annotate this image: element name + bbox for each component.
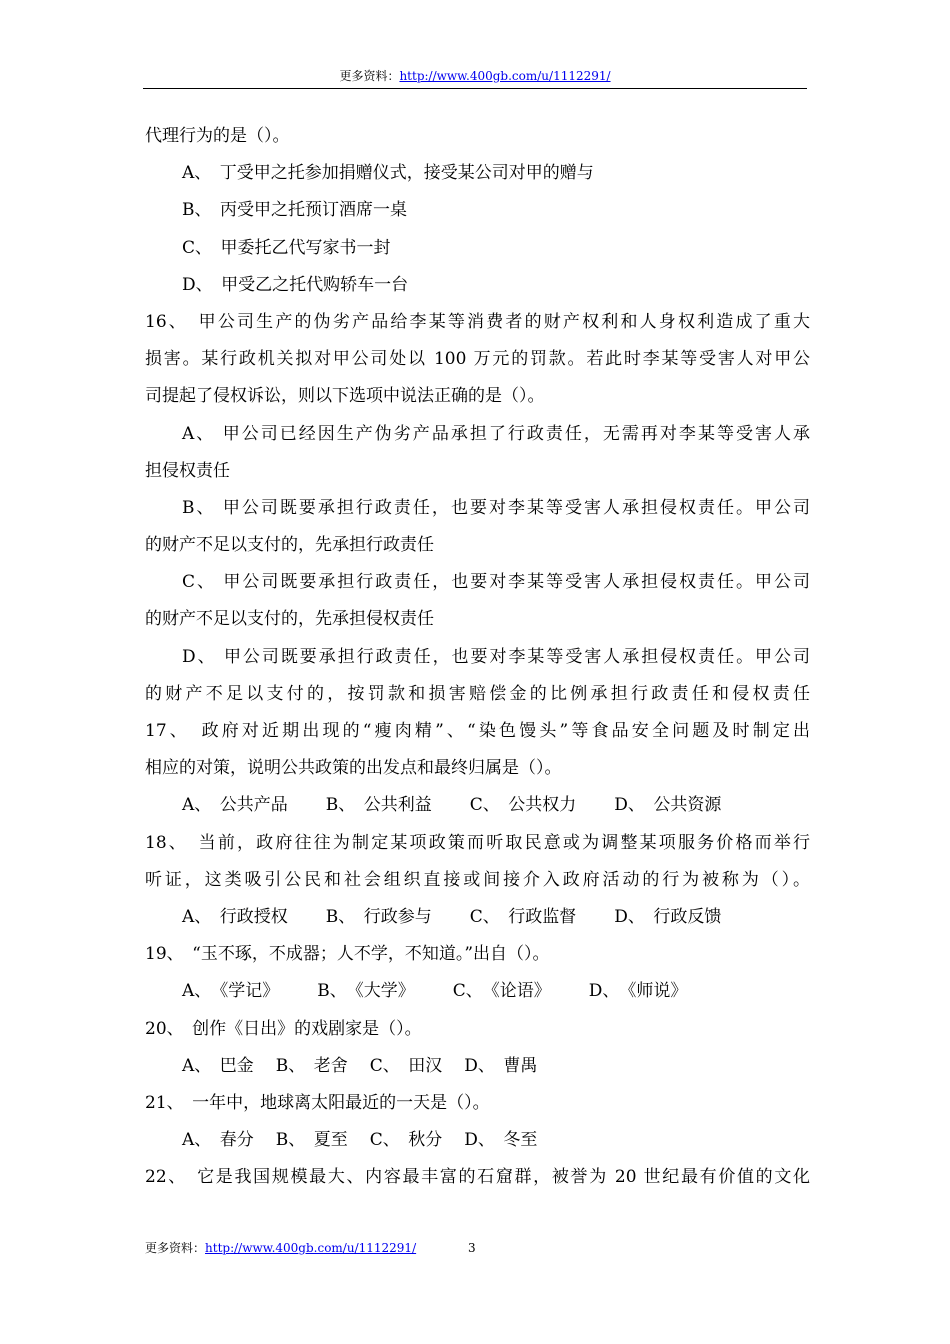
option-d: D、 曹禺	[464, 1055, 538, 1076]
option-b: B、 夏至	[275, 1130, 348, 1151]
option-line: 的财产不足以支付的，先承担行政责任	[145, 535, 434, 556]
page-footer	[145, 1236, 416, 1260]
options-row	[145, 1048, 810, 1085]
option-a: A、 《学记》	[182, 981, 280, 1002]
question-16-line: 司提起了侵权诉讼，则以下选项中说法正确的是（）。	[145, 386, 545, 407]
option-a: A、 公共产品	[182, 795, 288, 816]
option-c: C、 田汉	[369, 1055, 443, 1076]
option-line: C、 甲公司既要承担行政责任，也要对李某等受害人承担侵权责任。甲公司	[182, 572, 810, 593]
option-d: D、 行政反馈	[614, 906, 722, 927]
option-b: B、 公共利益	[325, 795, 432, 816]
option-a: A、 巴金	[182, 1055, 254, 1076]
question-16-line: 损害。某行政机关拟对甲公司处以 100 万元的罚款。若此时李某等受害人对甲公	[145, 349, 810, 370]
option-c: C、 公共权力	[469, 795, 577, 816]
option-a: A、 行政授权	[182, 906, 288, 927]
question-22-line: 22、 它是我国规模最大、内容最丰富的石窟群，被誉为 20 世纪最有价值的文化	[145, 1167, 810, 1188]
option-d: D、 《师说》	[588, 981, 688, 1002]
page-header	[143, 64, 807, 89]
option-c: C、 行政监督	[469, 906, 577, 927]
document-body	[145, 118, 810, 1196]
footer-link[interactable]: http://www.400gb.com/u/1112291/	[205, 1241, 417, 1255]
question-16-line: 16、 甲公司生产的伪劣产品给李某等消费者的财产权利和人身权利造成了重大	[145, 311, 810, 332]
question-17-line: 17、 政府对近期出现的“瘦肉精”、“染色馒头”等食品安全问题及时制定出	[145, 721, 810, 741]
option-d: D、 公共资源	[614, 795, 722, 816]
option-line: A、 丁受甲之托参加捐赠仪式，接受某公司对甲的赠与	[182, 163, 594, 184]
footer-prefix: 更多资料：	[145, 1241, 206, 1255]
options-row	[145, 899, 810, 936]
page-number: 3	[468, 1241, 476, 1255]
question-17-line: 相应的对策，说明公共政策的出发点和最终归属是（）。	[145, 758, 562, 779]
text-line: 代理行为的是（）。	[145, 126, 290, 146]
question-18-line: 听证，这类吸引公民和社会组织直接或间接介入政府活动的行为被称为（）。	[145, 869, 810, 890]
option-line: A、 甲公司已经因生产伪劣产品承担了行政责任，无需再对李某等受害人承	[182, 423, 810, 444]
question-19-line: 19、 “玉不琢，不成器；人不学，不知道。”出自（）。	[145, 944, 550, 965]
header-prefix: 更多资料：	[339, 69, 400, 83]
option-d: D、 冬至	[464, 1130, 538, 1151]
option-a: A、 春分	[182, 1130, 254, 1151]
option-line: B、 丙受甲之托预订酒席一桌	[182, 200, 407, 221]
question-20-line: 20、 创作《日出》的戏剧家是（）。	[145, 1018, 422, 1039]
option-line: D、 甲公司既要承担行政责任，也要对李某等受害人承担侵权责任。甲公司	[182, 646, 810, 667]
option-b: B、 老舍	[275, 1055, 348, 1076]
question-18-line: 18、 当前，政府往往为制定某项政策而听取民意或为调整某项服务价格而举行	[145, 832, 810, 853]
option-b: B、 《大学》	[317, 981, 415, 1002]
option-c: C、 秋分	[369, 1130, 443, 1151]
options-row	[145, 973, 810, 1010]
option-line: 担侵权责任	[145, 460, 230, 481]
options-row	[145, 1122, 810, 1159]
option-b: B、 行政参与	[325, 906, 432, 927]
option-c: C、 《论语》	[452, 981, 551, 1002]
option-line: C、 甲委托乙代写家书一封	[182, 237, 391, 258]
option-line: B、 甲公司既要承担行政责任，也要对李某等受害人承担侵权责任。甲公司	[182, 497, 810, 518]
option-line: D、 甲受乙之托代购轿车一台	[182, 274, 409, 295]
question-21-line: 21、 一年中，地球离太阳最近的一天是（）。	[145, 1092, 490, 1113]
option-line: 的财产不足以支付的，按罚款和损害赔偿金的比例承担行政责任和侵权责任	[145, 683, 810, 704]
header-link[interactable]: http://www.400gb.com/u/1112291/	[399, 69, 611, 83]
options-row	[145, 787, 810, 824]
option-line: 的财产不足以支付的，先承担侵权责任	[145, 609, 434, 630]
